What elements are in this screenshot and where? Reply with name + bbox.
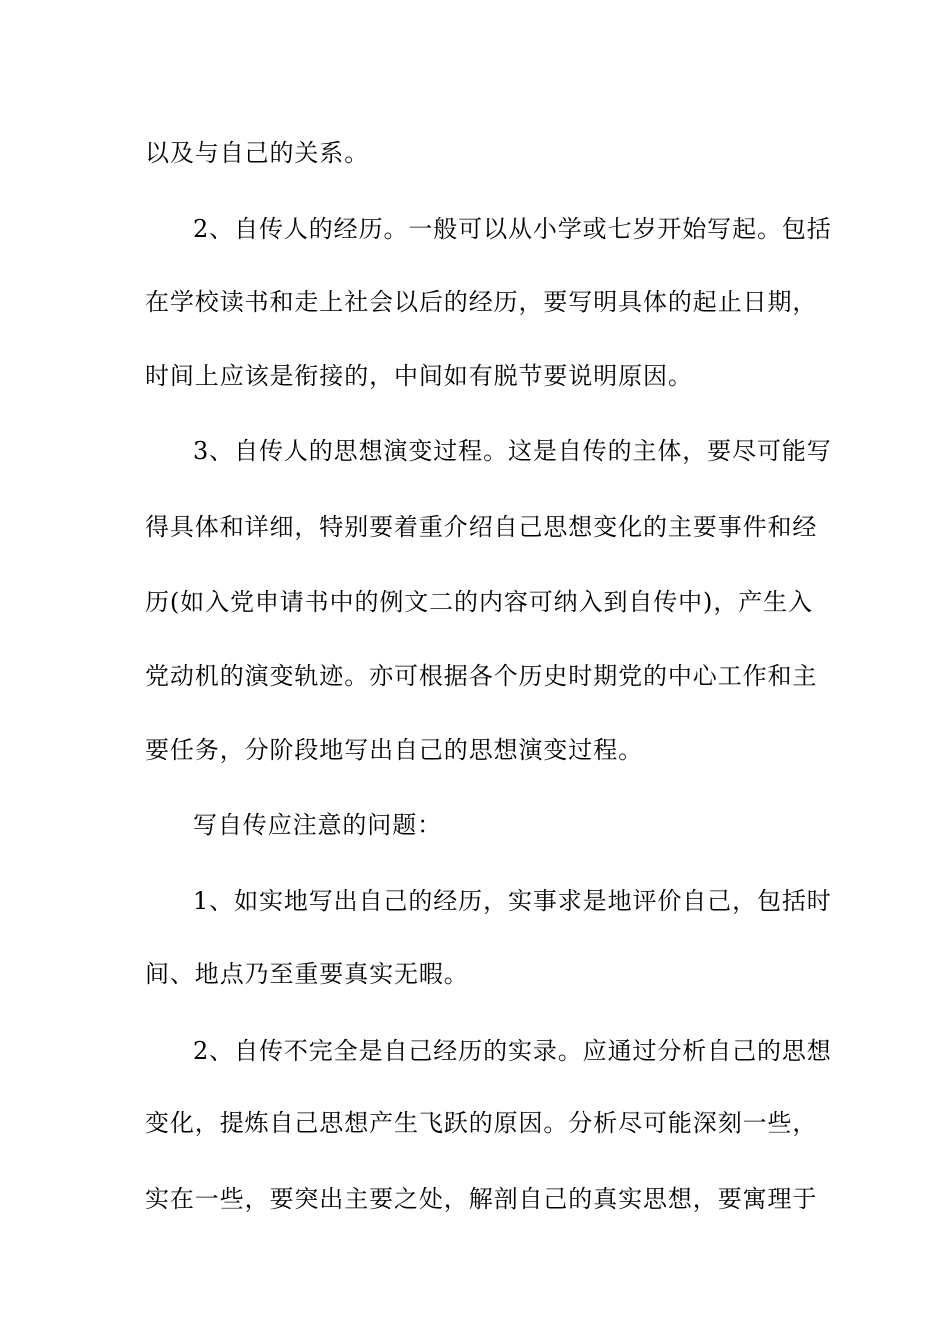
text-line: 3、自传人的思想演变过程。这是自传的主体，要尽可能写 bbox=[193, 437, 832, 465]
text-line: 2、自传人的经历。一般可以从小学或七岁开始写起。包括 bbox=[193, 215, 832, 243]
text-line: 历(如入党申请书中的例文二的内容可纳入到自传中)，产生入 bbox=[145, 588, 813, 616]
text-line: 党动机的演变轨迹。亦可根据各个历史时期党的中心工作和主 bbox=[145, 662, 818, 690]
text-line: 在学校读书和走上社会以后的经历，要写明具体的起止日期， bbox=[145, 288, 818, 316]
text-line: 1、如实地写出自己的经历，实事求是地评价自己，包括时 bbox=[193, 887, 832, 915]
text-line: 2、自传不完全是自己经历的实录。应通过分析自己的思想 bbox=[193, 1037, 832, 1065]
text-line: 得具体和详细，特别要着重介绍自己思想变化的主要事件和经 bbox=[145, 513, 818, 541]
text-line: 写自传应注意的问题： bbox=[193, 811, 442, 839]
text-line: 时间上应该是衔接的，中间如有脱节要说明原因。 bbox=[145, 362, 693, 390]
text-line: 变化，提炼自己思想产生飞跃的原因。分析尽可能深刻一些， bbox=[145, 1109, 818, 1137]
text-line: 要任务，分阶段地写出自己的思想演变过程。 bbox=[145, 736, 643, 764]
text-line: 间、地点乃至重要真实无暇。 bbox=[145, 960, 469, 988]
text-line: 以及与自己的关系。 bbox=[145, 139, 370, 167]
text-line: 实在一些，要突出主要之处，解剖自己的真实思想，要寓理于 bbox=[145, 1185, 818, 1213]
